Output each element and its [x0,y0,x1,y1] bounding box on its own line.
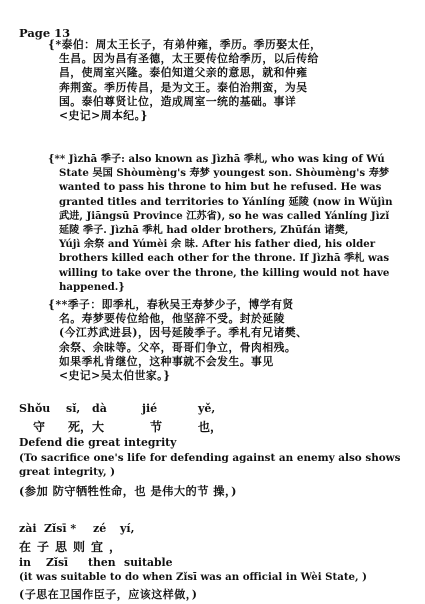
phrase-translation [19,451,400,479]
note-line: 名。寿梦要传位给他，他坚辞不受。封於延陵 [59,312,285,326]
note-line: 如果季札肯继位，这种事就不会发生。事见 [59,354,274,368]
note-line: State 吴国 Shòumèng's 寿梦 youngest son. Shòumèng's 寿梦 [59,167,390,180]
pinyin-word: sǐ, [66,402,81,415]
note-line: wanted to pass his throne to him but he refused. He was [59,181,382,194]
hanzi-word: 死，大 [68,420,105,434]
gloss-word: suitable [124,556,173,569]
pinyin-word: zài [19,522,37,535]
pinyin-word: Shǒu [19,402,51,415]
pinyin-word: dà [92,402,107,415]
note-line: willing to take over the throne, the killing would not have [59,266,390,279]
phrase-chinese-translation: (子思在卫国作臣子，应该这样做，) [19,588,198,601]
note-line: granted titles and territories to Yánlíng 延陵 (now in Wǔjìn [59,195,393,208]
page-number: Page 13 [19,26,71,40]
pinyin-word: yí, [120,522,135,535]
note-line: {**季子：即季札，春秋吴王寿梦少子，博学有贤 [48,298,294,311]
note-line: 生昌。因为昌有圣德，太王要传位给季历，以后传给 [59,52,319,66]
note-line: 武进, Jiāngsū Province 江苏省), so he was called Yánlíng Jìzǐ [59,209,390,222]
phrase-translation: (it was suitable to do when Zǐsī was an official in Wèi State, ) [19,571,367,583]
gloss-word: Zǐsī [46,556,69,569]
note-line: 延陵 季子. Jìzhā 季札 had older brothers, Zhūfán 诸樊, [59,224,349,237]
note-line: {** Jìzhā 季子: also known as Jìzhā 季札, who was king of Wú [48,153,385,165]
hanzi-word: 节 [150,420,163,434]
note-line: 奔荆蛮。季历传昌，是为文王。泰伯治荆蛮，为吴 [59,80,308,94]
note-line: 余祭、余昧等。父卒，哥哥们争立，骨肉相残。 [59,340,297,354]
pinyin-word: jié [142,402,158,415]
note-line: 国。泰伯尊贤让位，造成周室一统的基础。事详 [59,94,297,108]
phrase-gloss: Defend die great integrity [19,436,177,449]
translation-line: (To sacrifice one's life for defending against an enemy also shows [19,452,401,464]
gloss-word: in [19,556,31,569]
phrase-hanzi: 在子思则宜， [19,540,128,554]
phrase-chinese-translation: (参加 防守牺牲性命，也 是伟大的节 操，) [19,484,237,498]
note-line: brothers killed each other for the throne. If Jìzhā 季札 was [59,252,390,265]
hanzi-word: 也， [198,420,223,434]
note-line: <史记>周本纪。} [59,109,148,123]
jizi-chinese-note [48,298,307,383]
pinyin-word: zé [93,522,107,535]
pinyin-word: Zǐsī * [44,522,77,535]
note-line: <史记>吴太伯世家。} [59,369,171,383]
note-line: happened.} [59,280,125,293]
gloss-word: then [88,556,116,569]
jizha-english-note [48,152,393,294]
pinyin-word: yě, [198,402,216,415]
note-line: {*泰伯：周太王长子，有弟仲雍，季历。季历娶太任， [48,38,322,51]
note-line: Yújì 余祭 and Yúmèi 余 昧. After his father died, his older [59,238,376,251]
taibo-note [48,38,321,123]
note-line: (今江苏武进县)，因号延陵季子。季札有兄诸樊、 [59,326,308,340]
hanzi-word: 守 [33,420,46,434]
note-line: 昌，使周室兴隆。泰伯知道父亲的意思，就和仲雍 [59,66,308,80]
translation-line: great integrity, ) [19,466,116,479]
